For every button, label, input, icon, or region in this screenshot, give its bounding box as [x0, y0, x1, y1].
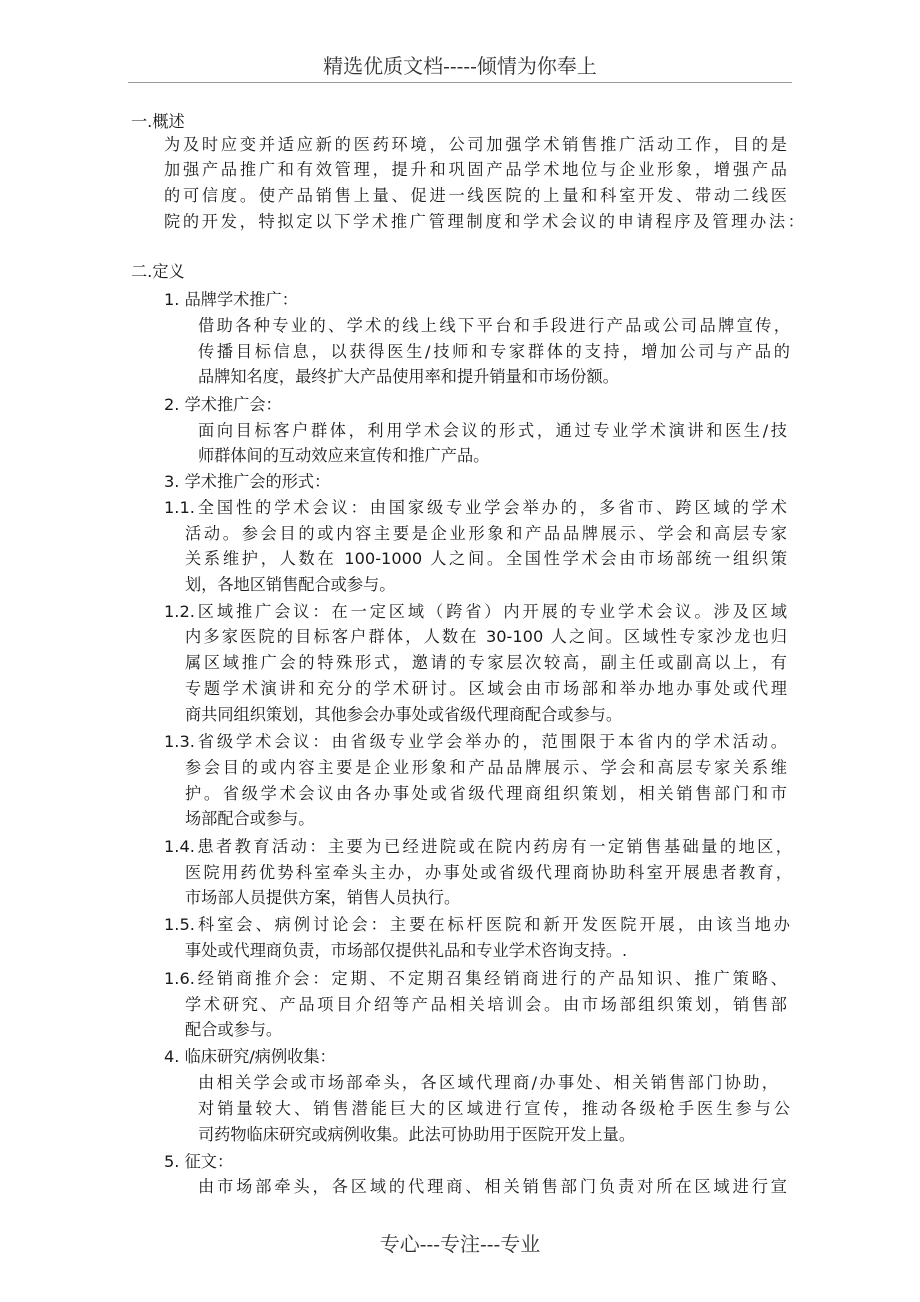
list-item-heading: 4. 临床研究/病例收集：	[164, 1047, 336, 1066]
sub-item-line: 1.5.科室会、病例讨论会：主要在标杆医院和新开发医院开展，由该当地办	[164, 915, 790, 934]
paragraph-line: 面向目标客户群体，利用学术会议的形式，通过专业学术演讲和医生/技	[198, 421, 787, 440]
paragraph-line: 司药物临床研究或病例收集。此法可协助用于医院开发上量。	[198, 1125, 636, 1144]
paragraph-line: 专题学术演讲和充分的学术研讨。区域会由市场部和举办地办事处或代理	[185, 679, 787, 698]
paragraph-line: 事处或代理商负责，市场部仅提供礼品和专业学术咨询支持。.	[185, 941, 628, 960]
list-item-heading: 1. 品牌学术推广：	[164, 290, 298, 309]
page-footer: 专心---专注---专业	[379, 1232, 541, 1256]
paragraph-line: 内多家医院的目标客户群体，人数在 30-100 人之间。区域性专家沙龙也归	[185, 627, 787, 646]
paragraph-line: 护。省级学术会议由各办事处或省级代理商组织策划，相关销售部门和市	[185, 784, 787, 803]
paragraph-line: 传播目标信息，以获得医生/技师和专家群体的支持，增加公司与产品的	[198, 342, 790, 361]
paragraph-line: 配合或参与。	[185, 1020, 283, 1039]
sub-item-line: 1.4.患者教育活动：主要为已经进院或在院内药房有一定销售基础量的地区，	[164, 837, 792, 856]
sub-item-line: 1.6.经销商推介会：定期、不定期召集经销商进行的产品知识、推广策略、	[164, 969, 787, 988]
paragraph-line: 市场部人员提供方案，销售人员执行。	[185, 888, 461, 907]
paragraph-line: 学术研究、产品项目介绍等产品相关培训会。由市场部组织策划，销售部	[185, 995, 787, 1014]
paragraph-line: 加强产品推广和有效管理，提升和巩固产品学术地位与企业形象，增强产品	[164, 160, 787, 179]
paragraph-line: 活动。参会目的或内容主要是企业形象和产品品牌展示、学会和高层专家	[185, 524, 787, 543]
sub-item-line: 1.2.区域推广会议：在一定区域（跨省）内开展的专业学术会议。涉及区域	[164, 602, 787, 621]
paragraph-line: 属区域推广会的特殊形式，邀请的专家层次较高，副主任或副高以上，有	[185, 653, 787, 672]
paragraph-line: 对销量较大、销售潜能巨大的区域进行宣传，推动各级枪手医生参与公	[198, 1099, 790, 1118]
paragraph-line: 品牌知名度，最终扩大产品使用率和提升销量和市场份额。	[198, 367, 619, 386]
paragraph-line: 关系维护，人数在 100-1000 人之间。全国性学术会由市场部统一组织策	[185, 549, 787, 568]
paragraph-line: 商共同组织策划，其他参会办事处或省级代理商配合或参与。	[185, 705, 623, 724]
sub-item-line: 1.3.省级学术会议：由省级专业学会举办的，范围限于本省内的学术活动。	[164, 732, 787, 751]
list-item-heading: 3. 学术推广会的形式：	[164, 472, 331, 491]
list-item-heading: 2. 学术推广会：	[164, 395, 282, 414]
paragraph-line: 院的开发，特拟定以下学术推广管理制度和学术会议的申请程序及管理办法：	[164, 212, 804, 231]
page-header: 精选优质文档-----倾情为你奉上	[323, 54, 597, 78]
paragraph-line: 参会目的或内容主要是企业形象和产品品牌展示、学会和高层专家关系维	[185, 758, 787, 777]
sub-item-line: 1.1.全国性的学术会议：由国家级专业学会举办的，多省市、跨区域的学术	[164, 498, 787, 517]
section-heading-overview: 一.概述	[131, 112, 185, 131]
paragraph-line: 师群体间的互动效应来宣传和推广产品。	[198, 446, 490, 465]
paragraph-line: 场部配合或参与。	[185, 809, 315, 828]
paragraph-line: 的可信度。使产品销售上量、促进一线医院的上量和科室开发、带动二线医	[164, 186, 787, 205]
paragraph-line: 由相关学会或市场部牵头，各区域代理商/办事处、相关销售部门协助，	[198, 1073, 778, 1092]
paragraph-line: 借助各种专业的、学术的线上线下平台和手段进行产品或公司品牌宣传，	[198, 316, 790, 335]
list-item-heading: 5. 征文：	[164, 1152, 234, 1171]
section-heading-definition: 二.定义	[131, 262, 185, 281]
paragraph-line: 为及时应变并适应新的医药环境，公司加强学术销售推广活动工作，目的是	[164, 135, 787, 154]
header-divider	[128, 82, 792, 83]
paragraph-line: 由市场部牵头，各区域的代理商、相关销售部门负责对所在区域进行宣	[198, 1177, 787, 1196]
paragraph-line: 医院用药优势科室牵头主办，办事处或省级代理商协助科室开展患者教育，	[185, 863, 792, 882]
paragraph-line: 划，各地区销售配合或参与。	[185, 575, 396, 594]
